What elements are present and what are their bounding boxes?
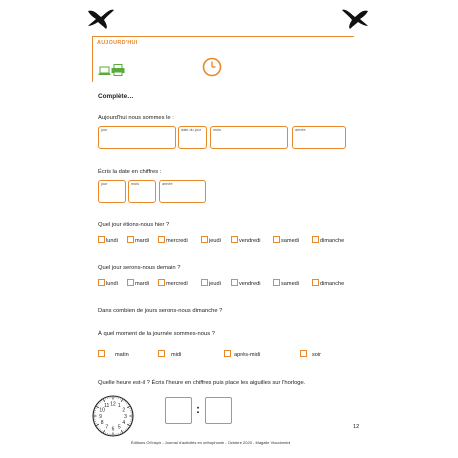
checkbox[interactable] [224, 350, 231, 357]
clock-numeral: 9 [99, 413, 102, 420]
date-question: Aujourd'hui nous sommes le : [98, 115, 174, 121]
checkbox[interactable] [201, 279, 208, 286]
option-label: lundi [106, 281, 118, 287]
clock-numeral: 12 [110, 401, 116, 408]
tomorrow-option-samedi[interactable] [273, 279, 299, 287]
yesterday-option-samedi[interactable] [273, 236, 299, 244]
tomorrow-option-dimanche[interactable] [312, 279, 344, 287]
sunday-question: Dans combien de jours serons-nous dimanche ? [98, 308, 223, 314]
clock-numeral: 10 [99, 407, 105, 414]
checkbox[interactable] [312, 236, 319, 243]
option-label: mardi [135, 281, 149, 287]
yesterday-option-jeudi[interactable] [201, 236, 221, 244]
clock-numeral: 11 [104, 402, 110, 409]
page-number: 12 [353, 424, 360, 430]
field-label: jour [101, 128, 108, 132]
tomorrow-option-lundi[interactable] [98, 279, 118, 287]
clock-numeral: 8 [100, 420, 104, 427]
option-label: samedi [281, 281, 300, 287]
clock-numeral: 3 [124, 413, 127, 420]
moment-option-matin[interactable] [98, 350, 129, 358]
moment-option-apres-midi[interactable] [224, 350, 260, 358]
checkbox[interactable] [273, 279, 280, 286]
checkbox[interactable] [231, 236, 238, 243]
printer-icon [111, 64, 125, 76]
field-label: mois [213, 128, 222, 132]
yesterday-question: Quel jour étions-nous hier ? [98, 222, 170, 228]
field-label: jour [101, 182, 108, 186]
checkbox[interactable] [300, 350, 307, 357]
field-label: date du jour [181, 128, 202, 132]
clock-numeral: 6 [111, 426, 115, 433]
time-separator: : [196, 402, 200, 416]
laptop-icon [98, 66, 111, 76]
checkbox[interactable] [312, 279, 319, 286]
checkbox[interactable] [158, 236, 165, 243]
option-label: vendredi [239, 238, 261, 244]
yesterday-option-vendredi[interactable] [231, 236, 260, 244]
hours-box[interactable] [165, 397, 192, 424]
tomorrow-option-mardi[interactable] [127, 279, 149, 287]
clock-numeral: 2 [122, 407, 126, 414]
checkbox[interactable] [158, 350, 165, 357]
option-label: après-midi [234, 352, 261, 358]
option-label: dimanche [320, 281, 345, 287]
digits-day-field[interactable] [98, 180, 126, 203]
tomorrow-option-jeudi[interactable] [201, 279, 221, 287]
digits-month-field[interactable] [128, 180, 156, 203]
option-label: mercredi [166, 281, 188, 287]
moment-question: À quel moment de la journée sommes-nous ? [98, 331, 215, 337]
left-bird-icon [86, 7, 116, 31]
time-question: Quelle heure est-il ? Écris l'heure en chiffres puis place les aiguilles sur l'horloge. [98, 380, 306, 386]
yesterday-option-mardi[interactable] [127, 236, 149, 244]
field-label: mois [131, 182, 140, 186]
field-label: année [162, 182, 173, 186]
right-bird-icon [340, 7, 370, 31]
tomorrow-option-vendredi[interactable] [231, 279, 260, 287]
checkbox[interactable] [127, 236, 134, 243]
header-label: AUJOURD'HUI [97, 40, 138, 46]
option-label: lundi [106, 238, 118, 244]
field-label: année [295, 128, 306, 132]
month-field[interactable] [210, 126, 288, 149]
option-label: mardi [135, 238, 149, 244]
option-label: midi [171, 352, 182, 358]
option-label: dimanche [320, 238, 345, 244]
option-label: jeudi [209, 281, 221, 287]
minutes-box[interactable] [205, 397, 232, 424]
option-label: matin [115, 352, 129, 358]
checkbox[interactable] [127, 279, 134, 286]
checkbox[interactable] [273, 236, 280, 243]
option-label: jeudi [209, 238, 221, 244]
digits-question: Écris la date en chiffres : [98, 169, 162, 175]
clock-icon [202, 57, 222, 77]
yesterday-option-lundi[interactable] [98, 236, 118, 244]
clock-numeral: 7 [105, 424, 109, 431]
clock-numeral: 5 [117, 424, 121, 431]
day-name-field[interactable] [98, 126, 176, 149]
tomorrow-question: Quel jour serons-nous demain ? [98, 265, 181, 271]
option-label: mercredi [166, 238, 188, 244]
moment-option-soir[interactable] [300, 350, 321, 358]
checkbox[interactable] [98, 350, 105, 357]
checkbox[interactable] [98, 279, 105, 286]
intro-text: Complète… [98, 93, 134, 100]
tomorrow-option-mercredi[interactable] [158, 279, 188, 287]
moment-option-midi[interactable] [158, 350, 181, 358]
day-number-field[interactable] [178, 126, 207, 149]
yesterday-option-dimanche[interactable] [312, 236, 344, 244]
year-field[interactable] [292, 126, 346, 149]
yesterday-option-mercredi[interactable] [158, 236, 188, 244]
clock-numeral: 1 [117, 402, 121, 409]
clock-face[interactable] [92, 395, 134, 437]
checkbox[interactable] [231, 279, 238, 286]
option-label: samedi [281, 238, 300, 244]
checkbox[interactable] [98, 236, 105, 243]
checkbox[interactable] [201, 236, 208, 243]
digits-year-field[interactable] [159, 180, 206, 203]
option-label: soir [312, 352, 322, 358]
footer-credit: Éditions Ot'Inspir - Journal d'activités en orthophonie - Octobre 2020 - Magalie Vioudomini [131, 440, 291, 445]
option-label: vendredi [239, 281, 261, 287]
clock-numeral: 4 [122, 420, 126, 427]
checkbox[interactable] [158, 279, 165, 286]
